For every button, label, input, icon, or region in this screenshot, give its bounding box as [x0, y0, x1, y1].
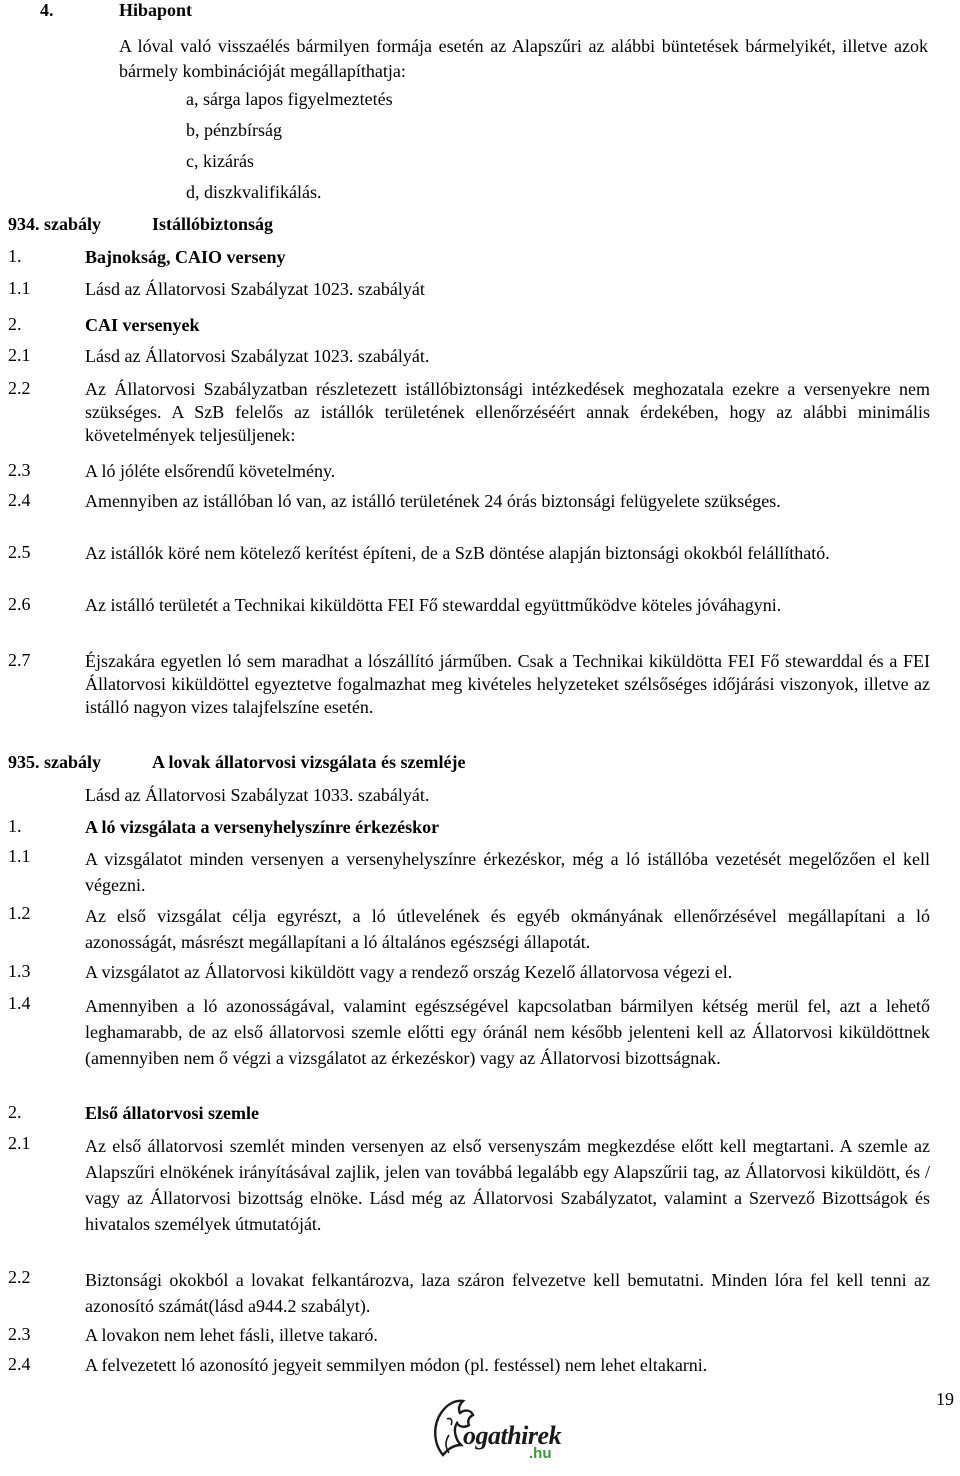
paragraph-text: Lásd az Állatorvosi Szabályzat 1023. szabályát. [85, 346, 430, 366]
subsection-number: 1. [8, 816, 22, 836]
rule-number: 934. szabály [8, 214, 102, 234]
paragraph-number: 1.4 [8, 993, 31, 1013]
paragraph-number: 2.4 [8, 1354, 31, 1374]
paragraph-text: Biztonsági okokból a lovakat felkantározva, laza száron felvezetve kell bemutatni. Minden lóra fel kell tenni az azonosító számát(lásd a944.2 szabályt). [85, 1270, 930, 1316]
paragraph-number: 1.3 [8, 961, 31, 981]
paragraph-number: 2.2 [8, 378, 31, 398]
paragraph-text: Éjszakára egyetlen ló sem maradhat a lószállító járműben. Csak a Technikai kiküldötta FEI Fő stewarddal és a FEI Állatorvosi kiküldöttel egyeztetve fogalmazhat meg kivételes helyzeteket szélsőséges időjárási viszonyok, illetve az istálló nagyon vizes talajfelszíne esetén. [85, 651, 930, 717]
paragraph-text: Lásd az Állatorvosi Szabályzat 1023. szabályát [85, 279, 425, 299]
rule-title: A lovak állatorvosi vizsgálata és szemléje [152, 752, 466, 772]
paragraph-number: 1.2 [8, 903, 31, 923]
paragraph-number: 1.1 [8, 278, 31, 298]
paragraph-number: 2.3 [8, 460, 31, 480]
rule-title: Istállóbiztonság [152, 214, 274, 234]
subsection-title: Bajnokság, CAIO verseny [85, 247, 286, 267]
paragraph-number: 1.1 [8, 846, 31, 866]
paragraph-text: Amennyiben az istállóban ló van, az istálló területének 24 órás biztonsági felügyelete szükséges. [85, 491, 781, 511]
paragraph-text: Az istállók köré nem kötelező kerítést építeni, de a SzB döntése alapján biztonsági okokból felállítható. [85, 543, 830, 563]
section-number: 4. [40, 0, 54, 20]
page-number: 19 [936, 1389, 954, 1409]
rule-number: 935. szabály [8, 752, 102, 772]
subsection-number: 1. [8, 246, 22, 266]
site-logo [425, 1395, 565, 1467]
penalty-list [186, 84, 393, 208]
paragraph-text: Az Állatorvosi Szabályzatban részletezett istállóbiztonsági intézkedések meghozatala ezekre a versenyekre nem szükséges. A SzB felelős az istállók területének ellenőrzéséért annak érdekében, hogy az alábbi minimális követelmények teljesüljenek: [85, 379, 930, 445]
paragraph-text: Amennyiben a ló azonosságával, valamint egészségével kapcsolatban bármilyen kétség merül fel, azt a lehető leghamarabb, de az első állatorvosi szemle előtti egy óránál nem később jelenteni kell az Állatorvosi kiküldöttnek (amennyiben nem ő végzi a vizsgálatot az érkezéskor) vagy az Állatorvosi bizottságnak. [85, 996, 930, 1068]
list-item: d, diszkvalifikálás. [186, 182, 322, 202]
list-item: c, kizárás [186, 151, 254, 171]
paragraph-text: Az első állatorvosi szemlét minden versenyen az első versenyszám megkezdése előtt kell megtartani. A szemle az Alapszűri elnökének irányításával zajlik, jelen van továbbá legalább egy Alapszűrii tag, az Állatorvosi kiküldött, és / vagy az Állatorvosi bizottság elnöke. Lásd még az Állatorvosi Szabályzatot, valamint a Szervező Bizottságok és hivatalos személyek útmutatóját. [85, 1136, 930, 1234]
paragraph-text: A lovakon nem lehet fásli, illetve takaró. [85, 1325, 378, 1345]
logo-text: ogathirek [463, 1421, 562, 1450]
paragraph-text: A ló jóléte elsőrendű követelmény. [85, 461, 336, 481]
subsection-number: 2. [8, 314, 22, 334]
subsection-title: A ló vizsgálata a versenyhelyszínre érkezéskor [85, 817, 440, 837]
logo-suffix: .hu [529, 1445, 552, 1462]
subsection-title: CAI versenyek [85, 315, 200, 335]
section-title: Hibapont [119, 0, 193, 20]
paragraph-number: 2.4 [8, 490, 31, 510]
paragraph-number: 2.2 [8, 1267, 31, 1287]
section-intro: A lóval való visszaélés bármilyen formája esetén az Alapszűri az alábbi büntetések bármelyikét, illetve azok bármely kombinációját megállapíthatja: [119, 36, 928, 81]
subsection-title: Első állatorvosi szemle [85, 1103, 259, 1123]
paragraph-text: Az istálló területét a Technikai kiküldötta FEI Fő stewarddal együttműködve köteles jóváhagyni. [85, 595, 782, 615]
paragraph-number: 2.7 [8, 650, 31, 670]
paragraph-number: 2.1 [8, 1133, 31, 1153]
subsection-number: 2. [8, 1102, 22, 1122]
paragraph-text: Az első vizsgálat célja egyrészt, a ló útlevelének és egyéb okmányának ellenőrzésével megállapítani a ló azonosságát, másrészt megállapítani a ló általános egészségi állapotát. [85, 906, 930, 952]
paragraph-number: 2.3 [8, 1324, 31, 1344]
paragraph-number: 2.1 [8, 345, 31, 365]
rule-reference: Lásd az Állatorvosi Szabályzat 1033. szabályát. [85, 785, 430, 805]
paragraph-text: A vizsgálatot az Állatorvosi kiküldött vagy a rendező ország Kezelő állatorvosa végezi el. [85, 962, 733, 982]
list-item: b, pénzbírság [186, 120, 282, 140]
list-item: a, sárga lapos figyelmeztetés [186, 89, 393, 109]
paragraph-text: A felvezetett ló azonosító jegyeit semmilyen módon (pl. festéssel) nem lehet eltakarni. [85, 1355, 708, 1375]
paragraph-number: 2.6 [8, 594, 31, 614]
paragraph-text: A vizsgálatot minden versenyen a versenyhelyszínre érkezéskor, még a ló istállóba vezetését megelőzően el kell végezni. [85, 849, 930, 895]
paragraph-number: 2.5 [8, 542, 31, 562]
